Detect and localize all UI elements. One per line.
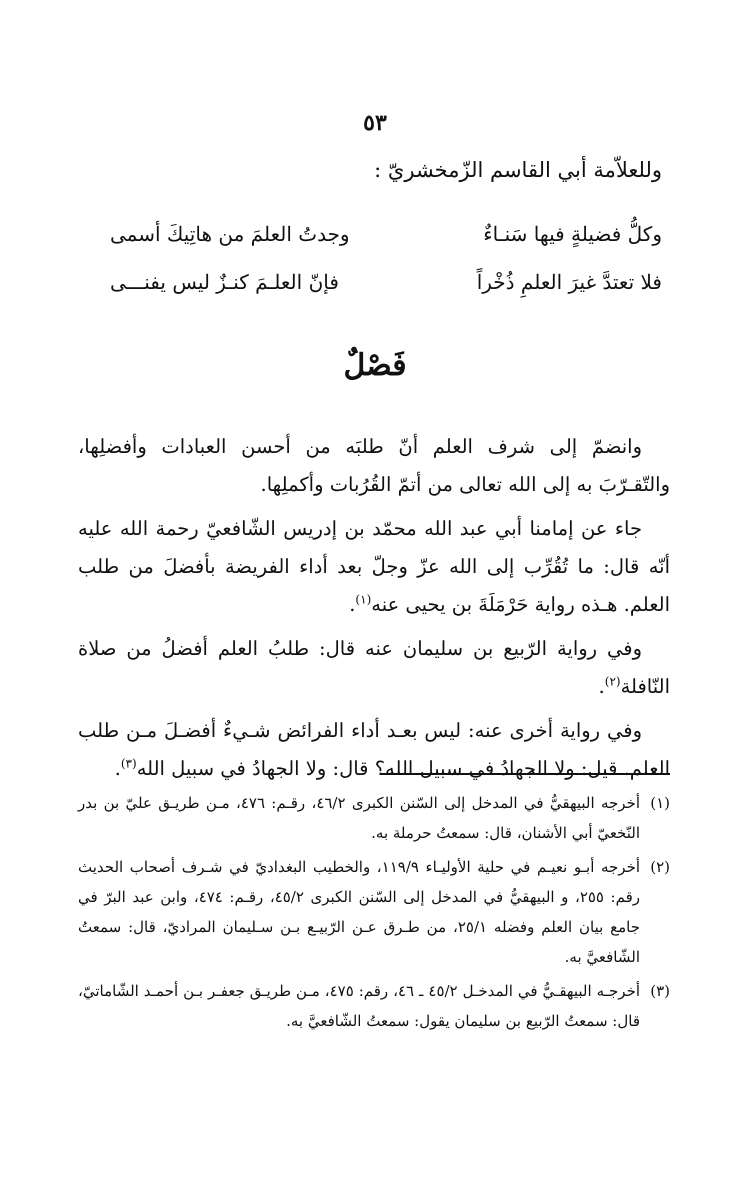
footnote-mark: (١) — [355, 592, 372, 607]
footnote-text: أخرجـه البيهقـيُّ في المدخـل ٤٥/٢ ـ ٤٦، رقم: ٤٧٥، مـن طريـق جعفـر بـن أحمـد الشّاماتيّ، قال: سمعتُ الرّبيع بن سليمان يقول: سمعتُ الشّافعيَّ به. — [78, 982, 641, 1030]
section-title: فَصْلٌ — [343, 348, 407, 383]
body-text — [78, 428, 670, 794]
paragraph: وانضمّ إلى شرف العلم أنّ طلبَه من أحسن العبادات وأفضلِها، والتّقـرّبَ به إلى الله تعالى من أتمّ القُرُبات وأكملِها. — [78, 435, 670, 496]
footnotes — [78, 788, 670, 1040]
verse-hemistich: فلا تعتدَّ غيرَ العلمِ ذُخْراً — [476, 270, 662, 294]
paragraph: وفي رواية أخرى عنه: ليس بعـد أداء الفرائض شـيءٌ أفضـلَ مـن طلب العلم. قيل: ولا الجهادُ في سبيل الله؟ قال: ولا الجهادُ في سبيل الله$^{(٣)}$. — [78, 719, 670, 780]
verse-hemistich: فإنّ العلـمَ كنـزٌ ليس يفنـــى — [110, 270, 339, 294]
footnote-number: (٢) — [650, 858, 670, 876]
poem-intro: وللعلاّمة أبي القاسم الزّمخشريّ : — [374, 158, 662, 182]
poem-verse — [80, 222, 662, 262]
footnote-divider — [380, 773, 670, 775]
paragraph: وفي رواية الرّبيع بن سليمان عنه قال: طلبُ العلم أفضلُ من صلاة النّافلة$^{(٢)}$. — [78, 637, 670, 698]
verse-hemistich: وجدتُ العلمَ من هاتِيكَ أسمى — [110, 222, 350, 246]
footnote-mark: (٣) — [120, 756, 137, 771]
footnote-text: أخرجه أبـو نعيـم في حلية الأوليـاء ١١٩/٩، والخطيب البغداديّ في شـرف أصحاب الحديث رقم: ٢٥٥، و البيهقيُّ في المدخل إلى السّنن الكبرى ٤٥/٢، رقـم: ٤٧٤، وابن عبد البرّ في جامع بيان العلم وفضله ٢٥/١، من طـرق عـن الرّبيـع بـن سـليمان المراديّ، قال: سمعتُ الشّافعيَّ به. — [78, 858, 641, 966]
verse-hemistich: وكلُّ فضيلةٍ فيها سَنـاءٌ — [483, 222, 662, 246]
paragraph: جاء عن إمامنا أبي عبد الله محمّد بن إدريس الشّافعيّ رحمة الله عليه أنّه قال: ما تُقُرِّب إلى الله عزّ وجلّ بعد أداء الفريضة بأفضلَ من طلب العلم. هـذه رواية حَرْمَلَةَ بن يحيى عنه$^{(١)}$. — [78, 517, 670, 616]
footnote — [78, 852, 670, 972]
footnote — [78, 976, 670, 1036]
footnote — [78, 788, 670, 848]
page-number: ٥٣ — [363, 110, 387, 136]
poem-verse — [80, 270, 662, 310]
footnote-number: (١) — [650, 794, 670, 812]
footnote-mark: (٢) — [604, 674, 621, 689]
footnote-text: أخرجه البيهقيُّ في المدخل إلى السّنن الكبرى ٤٦/٢، رقـم: ٤٧٦، مـن طريـق عليّ بن بدر النّخعيّ أبي الأشنان، قال: سمعتُ حرملة به. — [78, 794, 640, 842]
footnote-number: (٣) — [650, 982, 670, 1000]
